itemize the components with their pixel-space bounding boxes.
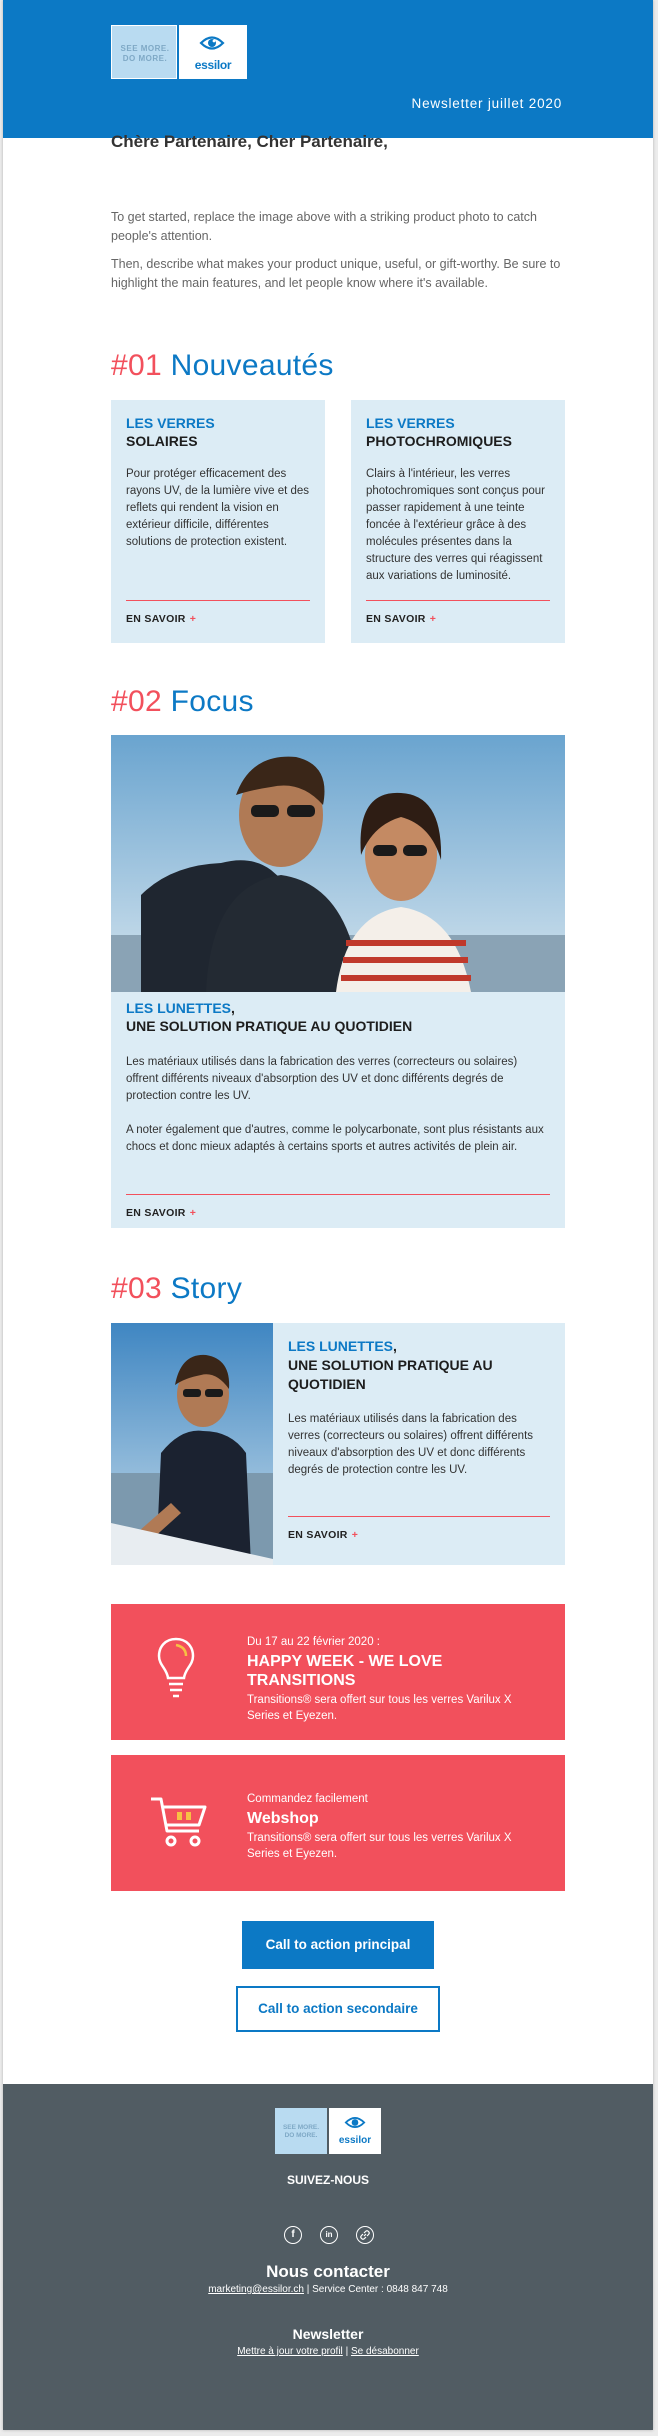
section-number: #03 — [111, 1272, 162, 1305]
contact-phone: | Service Center : 0848 847 748 — [303, 2284, 448, 2295]
section-number: #01 — [111, 349, 162, 382]
link-separator: | — [342, 2346, 351, 2357]
card-heading: UNE SOLUTION PRATIQUE AU QUOTIDIEN — [288, 1357, 493, 1392]
section-title-nouveautes — [111, 349, 334, 383]
footer-logo[interactable] — [275, 2108, 381, 2154]
contact-line — [3, 2284, 653, 2295]
promo-description: Transitions® sera offert sur tous les verres Varilux X Series et Eyezen. — [247, 1832, 512, 1860]
link-label: EN SAVOIR — [366, 613, 426, 625]
eye-icon — [344, 2115, 366, 2130]
shopping-cart-icon — [149, 1795, 209, 1851]
link-label: EN SAVOIR — [126, 1207, 186, 1219]
divider — [126, 600, 310, 601]
plus-icon: + — [189, 1207, 197, 1219]
update-profile-link[interactable]: Mettre à jour votre profil — [237, 2346, 343, 2357]
card-kicker: LES VERRES — [126, 415, 215, 431]
card-kicker-line — [126, 1000, 235, 1016]
footer-newsletter-heading: Newsletter — [292, 2326, 364, 2342]
essilor-logo — [329, 2108, 381, 2154]
section-name: Story — [170, 1272, 243, 1305]
promo-text-block — [247, 1634, 547, 1724]
primary-cta-button[interactable]: Call to action principal — [242, 1921, 434, 1969]
section-title-story — [111, 1272, 242, 1306]
promo-webshop[interactable] — [111, 1755, 565, 1891]
kicker-comma: , — [231, 1000, 235, 1016]
divider — [366, 600, 550, 601]
intro-paragraph-1: To get started, replace the image above with a striking product photo to catch people's attention. — [111, 210, 537, 243]
card-paragraph: Les matériaux utilisés dans la fabrication des verres (correcteurs ou solaires) offrent différents niveaux d'absorption des UV et donc différents degrés de protection contre les UV. — [288, 1413, 534, 1476]
section-name: Focus — [170, 685, 254, 718]
facebook-icon[interactable]: f — [284, 2226, 302, 2244]
divider — [288, 1516, 550, 1517]
link-label: EN SAVOIR — [288, 1529, 348, 1541]
brand-name: essilor — [338, 2135, 372, 2146]
link-label: EN SAVOIR — [126, 613, 186, 625]
divider — [126, 1194, 550, 1195]
promo-title: Webshop — [247, 1810, 319, 1827]
follow-us-heading: SUIVEZ-NOUS — [286, 2173, 369, 2187]
en-savoir-link[interactable] — [366, 613, 436, 625]
promo-text-block — [247, 1791, 547, 1862]
en-savoir-link[interactable] — [288, 1529, 358, 1541]
man-sunglasses-photo — [111, 1323, 273, 1565]
promo-subtitle: Du 17 au 22 février 2020 : — [247, 1636, 380, 1648]
plus-icon: + — [351, 1529, 359, 1541]
section-name: Nouveautés — [170, 349, 334, 382]
logo-line-2: DO MORE. — [122, 54, 168, 63]
promo-subtitle: Commandez facilement — [247, 1793, 368, 1805]
card-story — [273, 1323, 565, 1565]
logo-line-1: SEE MORE. — [282, 2124, 320, 2131]
greeting-heading: Chère Partenaire, Cher Partenaire, — [111, 132, 388, 151]
card-verres-photochromiques — [351, 400, 565, 643]
section-title-focus — [111, 685, 254, 719]
couple-sunglasses-photo — [111, 735, 565, 992]
secondary-cta-button[interactable]: Call to action secondaire — [236, 1986, 440, 2032]
intro-paragraph-2: Then, describe what makes your product unique, useful, or gift-worthy. Be sure to highlight the main features, and let people know where it's available. — [111, 257, 561, 290]
card-kicker: LES LUNETTES — [126, 1000, 232, 1016]
card-heading: SOLAIRES — [126, 433, 198, 449]
section-number: #02 — [111, 685, 162, 718]
card-kicker: LES LUNETTES — [288, 1338, 394, 1354]
eye-icon — [199, 34, 225, 52]
linkedin-icon[interactable]: in — [320, 2226, 338, 2244]
link-icon[interactable] — [356, 2226, 374, 2244]
logo-line-2: DO MORE. — [284, 2132, 318, 2139]
footer — [3, 2084, 653, 2430]
essilor-logo — [179, 25, 247, 79]
card-text: Clairs à l'intérieur, les verres photochromiques sont conçus pour passer rapidement à une teinte foncée à l'extérieur grâce à des molécules présentes dans la structure des verres qui réagissent aux variations de luminosité. — [366, 468, 545, 582]
kicker-comma: , — [393, 1338, 397, 1354]
contact-email-link[interactable]: marketing@essilor.ch — [208, 2284, 304, 2295]
footer-links — [3, 2346, 653, 2357]
lightbulb-icon — [156, 1636, 196, 1702]
unsubscribe-link[interactable]: Se désabonner — [350, 2346, 419, 2357]
email-frame — [3, 0, 653, 2430]
card-paragraph-1: Les matériaux utilisés dans la fabrication des verres (correcteurs ou solaires) offrent différents niveaux d'absorption des UV et donc différents degrés de protection contre les UV. — [126, 1056, 518, 1102]
plus-icon: + — [189, 613, 197, 625]
promo-happy-week[interactable] — [111, 1604, 565, 1740]
card-kicker: LES VERRES — [366, 415, 455, 431]
header-banner — [3, 0, 653, 138]
see-more-logo — [111, 25, 177, 79]
card-kicker-line — [288, 1338, 397, 1354]
contact-heading: Nous contacter — [266, 2262, 390, 2281]
logo-line-1: SEE MORE. — [120, 44, 170, 53]
see-more-logo — [275, 2108, 327, 2154]
header-logo[interactable] — [111, 25, 247, 79]
plus-icon: + — [429, 613, 437, 625]
card-text: Pour protéger efficacement des rayons UV, de la lumière vive et des reflets qui rendent la vision en extérieur difficile, différentes solutions de protection existent. — [126, 468, 310, 548]
promo-title: HAPPY WEEK - WE LOVE TRANSITIONS — [247, 1653, 443, 1689]
card-heading: PHOTOCHROMIQUES — [366, 433, 512, 449]
card-verres-solaires — [111, 400, 325, 643]
en-savoir-link[interactable] — [126, 1207, 196, 1219]
card-heading: UNE SOLUTION PRATIQUE AU QUOTIDIEN — [126, 1018, 413, 1034]
card-paragraph-2: A noter également que d'autres, comme le polycarbonate, sont plus résistants aux chocs et donc mieux adaptés à certains sports et autres activités de plein air. — [126, 1124, 544, 1153]
newsletter-title: Newsletter juillet 2020 — [411, 96, 562, 111]
card-focus — [111, 992, 565, 1228]
brand-name: essilor — [194, 58, 232, 72]
en-savoir-link[interactable] — [126, 613, 196, 625]
promo-description: Transitions® sera offert sur tous les verres Varilux X Series et Eyezen. — [247, 1694, 512, 1722]
